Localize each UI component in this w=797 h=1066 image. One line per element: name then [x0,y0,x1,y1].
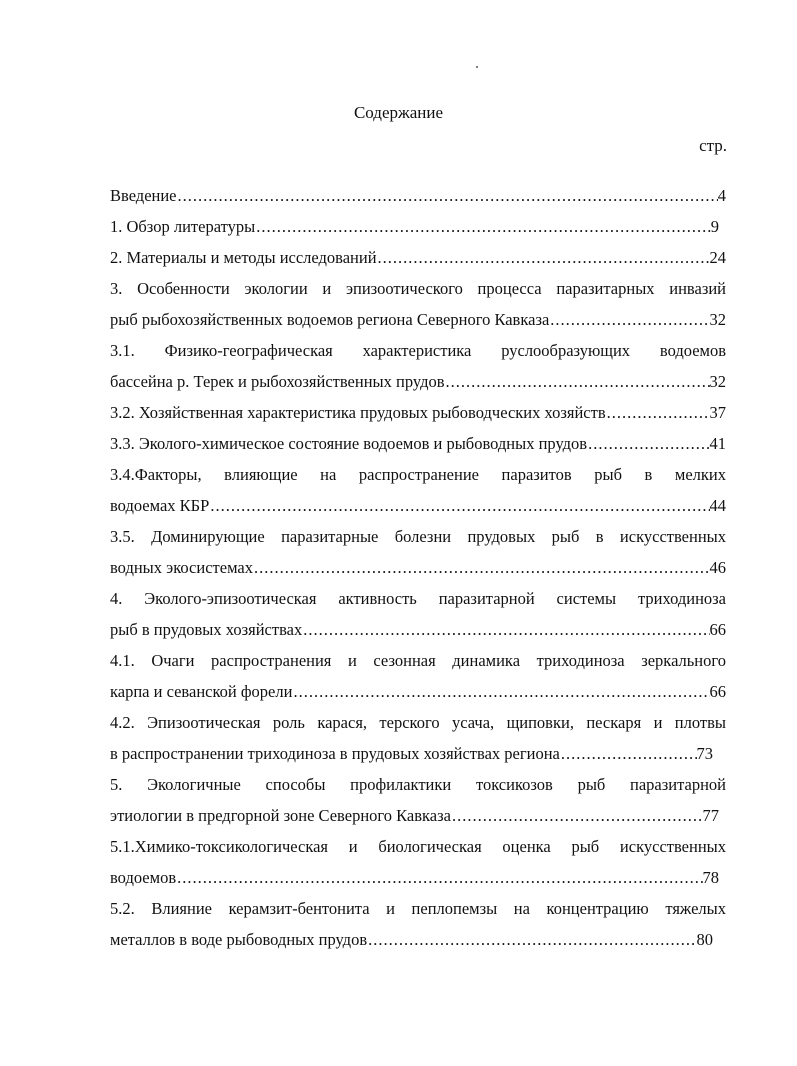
toc-entry-title: 3.2. Хозяйственная характеристика прудовых рыбоводческих хозяйств [110,403,606,422]
toc-entry-page: 24 [709,248,726,267]
dot-leader [367,924,696,955]
toc-entry-page: 9 [710,217,719,236]
toc-entry-page: 66 [709,620,726,639]
toc-entry-3-4 [110,490,726,521]
toc-entry-chapter-3-line-1: 3. Особенности экологии и эпизоотического процесса паразитарных инвазий [110,279,726,298]
toc-entry-page: 73 [696,744,713,763]
toc-entry-page: 80 [696,930,713,949]
dot-leader [177,180,718,211]
toc-entry-4-1 [110,676,726,707]
page-column-label: стр. [699,136,727,155]
dot-leader [176,862,702,893]
toc-entry-page: 37 [709,403,726,422]
toc-entry-5-2 [110,924,726,955]
toc-entry-chapter-4-line-1: 4. Эколого-эпизоотическая активность паразитарной системы триходиноза [110,589,726,608]
toc-entry-title: Введение [110,186,177,205]
toc-entry-3-5-line-1: 3.5. Доминирующие паразитарные болезни прудовых рыб в искусственных [110,527,726,546]
toc-entry-page: 32 [709,310,726,329]
toc-entry-literature-review [110,211,726,242]
toc-entry-chapter-5 [110,800,726,831]
scan-speck [476,66,478,68]
toc-entry-chapter-4 [110,614,726,645]
toc-entry-title: рыб рыбохозяйственных водоемов региона Северного Кавказа [110,310,550,329]
toc-entry-page: 77 [702,806,719,825]
dot-leader [377,242,710,273]
toc-entry-introduction [110,180,726,211]
dot-leader [587,428,709,459]
dot-leader [451,800,703,831]
toc-entry-4-1-line-1: 4.1. Очаги распространения и сезонная динамика триходиноза зеркального [110,651,726,670]
toc-entry-3-1 [110,366,726,397]
toc-entry-title: водоемах КБР [110,496,210,515]
toc-entry-title: в распространении триходиноза в прудовых хозяйствах региона [110,744,560,763]
dot-leader [445,366,710,397]
toc-entry-chapter-5-line-1: 5. Экологичные способы профилактики токсикозов рыб паразитарной [110,775,726,794]
dot-leader [606,397,710,428]
toc-entry-title: 3.3. Эколого-химическое состояние водоемов и рыбоводных прудов [110,434,588,453]
toc-entry-5-1-line-1: 5.1.Химико-токсикологическая и биологическая оценка рыб искусственных [110,837,726,856]
toc-entry-3-5 [110,552,726,583]
toc-entry-3-2 [110,397,726,428]
toc-entry-chapter-3 [110,304,726,335]
table-of-contents [110,180,726,955]
dot-leader [253,552,710,583]
toc-entry-title: водоемов [110,868,177,887]
toc-entry-title: этиологии в предгорной зоне Северного Кавказа [110,806,451,825]
toc-entry-4-2-line-1: 4.2. Эпизоотическая роль карася, терского усача, щиповки, пескаря и плотвы [110,713,726,732]
toc-entry-page: 41 [709,434,726,453]
dot-leader [302,614,709,645]
toc-entry-materials-methods [110,242,726,273]
dot-leader [292,676,709,707]
dot-leader [255,211,711,242]
dot-leader [549,304,709,335]
toc-entry-3-4-line-1: 3.4.Факторы, влияющие на распространение паразитов рыб в мелких [110,465,726,484]
toc-entry-3-1-line-1: 3.1. Физико-географическая характеристика руслообразующих водоемов [110,341,726,360]
toc-entry-page: 4 [717,186,726,205]
toc-entry-title: 1. Обзор литературы [110,217,256,236]
page-title: Содержание [353,103,444,122]
toc-entry-page: 32 [709,372,726,391]
dot-leader [209,490,709,521]
toc-entry-5-2-line-1: 5.2. Влияние керамзит-бентонита и пеплопемзы на концентрацию тяжелых [110,899,726,918]
toc-entry-5-1 [110,862,726,893]
dot-leader [560,738,697,769]
toc-entry-title: рыб в прудовых хозяйствах [110,620,303,639]
toc-entry-4-2 [110,738,726,769]
toc-entry-page: 46 [709,558,726,577]
toc-entry-page: 66 [709,682,726,701]
toc-entry-page: 44 [709,496,726,515]
toc-entry-page: 78 [702,868,719,887]
toc-entry-title: карпа и севанской форели [110,682,293,701]
toc-entry-3-3 [110,428,726,459]
toc-entry-title: 2. Материалы и методы исследований [110,248,377,267]
toc-entry-title: бассейна р. Терек и рыбохозяйственных прудов [110,372,445,391]
toc-entry-title: водных экосистемах [110,558,253,577]
toc-entry-title: металлов в воде рыбоводных прудов [110,930,368,949]
